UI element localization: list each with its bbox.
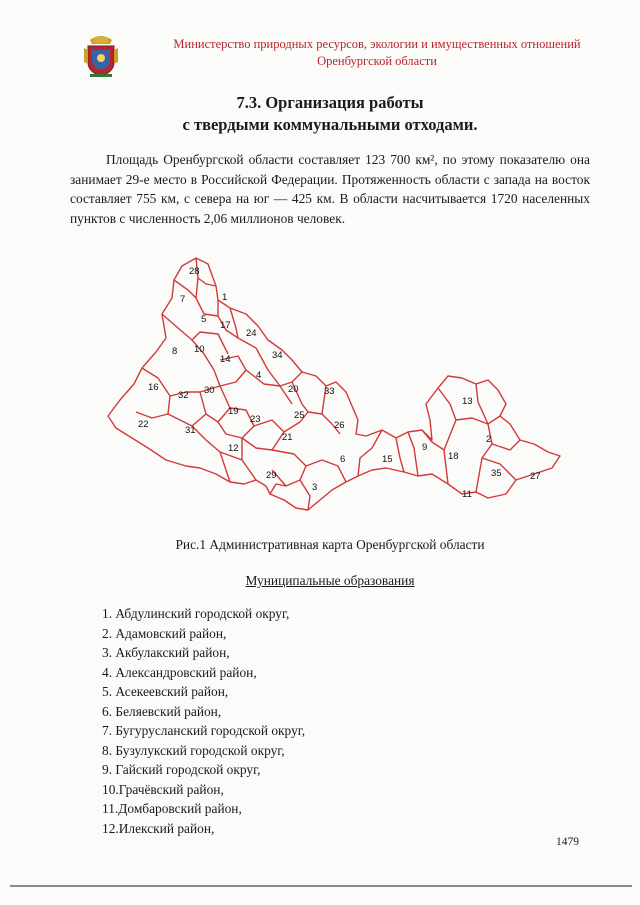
region-name: Оренбургской области [317, 54, 437, 68]
map-label: 27 [530, 471, 541, 482]
map-label: 10 [194, 344, 205, 355]
map-label: 5 [201, 314, 207, 325]
list-item: 8. Бузулукский городской округ, [102, 742, 285, 758]
map-label: 32 [178, 390, 189, 401]
list-item: 7. Бугурусланский городской округ, [102, 723, 306, 738]
page-header [82, 34, 622, 78]
map-label: 23 [250, 414, 261, 425]
map-label: 21 [282, 432, 293, 443]
map-label: 13 [462, 396, 473, 407]
intro-paragraph: Площадь Оренбургской области составляет 123 700 км², по этому показателю она занимает 29-е место в Российской Федерации. Протяженность области с запада на восток составляет 755 км, с севера на юг — 425 км. В области насчитывается 1720 населенных пунктов с численность 2,06 миллионов человек. [70, 152, 590, 226]
map-label: 33 [324, 386, 335, 397]
list-item: 2. Адамовский район, [102, 625, 227, 641]
list-item: 4. Александровский район, [102, 664, 257, 680]
map-label: 7 [180, 294, 186, 305]
section-title [60, 92, 600, 136]
map-label: 34 [272, 350, 283, 361]
map-label: 16 [148, 382, 159, 393]
list-item: 5. Асекеевский район, [102, 684, 229, 699]
list-item: 12.Илекский район, [102, 820, 215, 836]
map-label: 35 [491, 468, 502, 479]
section-title-line2: с твердыми коммунальными отходами. [182, 115, 478, 134]
map-label: 11 [462, 489, 472, 500]
map-label: 22 [138, 419, 149, 430]
map-label: 9 [422, 442, 428, 453]
map-label: 25 [294, 410, 305, 421]
list-item: 1. Абдулинский городской округ, [102, 606, 290, 621]
municipalities-heading [60, 573, 600, 589]
ministry-name: Министерство природных ресурсов, экологии и имущественных отношений [173, 37, 581, 51]
map-label: 19 [228, 406, 239, 417]
map-svg [96, 244, 576, 520]
municipalities-list [102, 604, 522, 838]
municipalities-heading-text: Муниципальные образования [245, 573, 415, 588]
bottom-divider [10, 885, 632, 887]
map-label: 4 [256, 370, 262, 381]
map-label: 12 [228, 443, 239, 454]
list-item: 3. Акбулакский район, [102, 645, 230, 660]
coat-of-arms-icon [82, 34, 120, 78]
list-item: 10.Грачёвский район, [102, 781, 224, 797]
map-label: 14 [220, 354, 231, 365]
map-label: 30 [204, 385, 215, 396]
map-label: 1 [222, 292, 228, 303]
map-label: 6 [340, 454, 346, 465]
page-number: 1479 [556, 836, 579, 848]
list-item: 6. Беляевский район, [102, 703, 222, 719]
map-label: 29 [266, 470, 277, 481]
list-item: 9. Гайский городской округ, [102, 762, 261, 777]
map-label: 20 [288, 384, 299, 395]
map-label: 24 [246, 328, 257, 339]
section-title-line1: 7.3. Организация работы [236, 93, 424, 112]
map-label: 18 [448, 451, 459, 462]
map-label: 17 [220, 320, 231, 331]
administrative-map [96, 244, 576, 520]
map-label: 28 [189, 266, 200, 277]
map-label: 3 [312, 482, 318, 493]
map-label: 15 [382, 454, 393, 465]
map-label: 31 [185, 425, 196, 436]
list-item: 11.Домбаровский район, [102, 801, 242, 816]
map-label: 26 [334, 420, 345, 431]
map-label: 2 [486, 434, 492, 445]
map-label: 8 [172, 346, 178, 357]
map-caption: Рис.1 Административная карта Оренбургской области [175, 537, 485, 552]
